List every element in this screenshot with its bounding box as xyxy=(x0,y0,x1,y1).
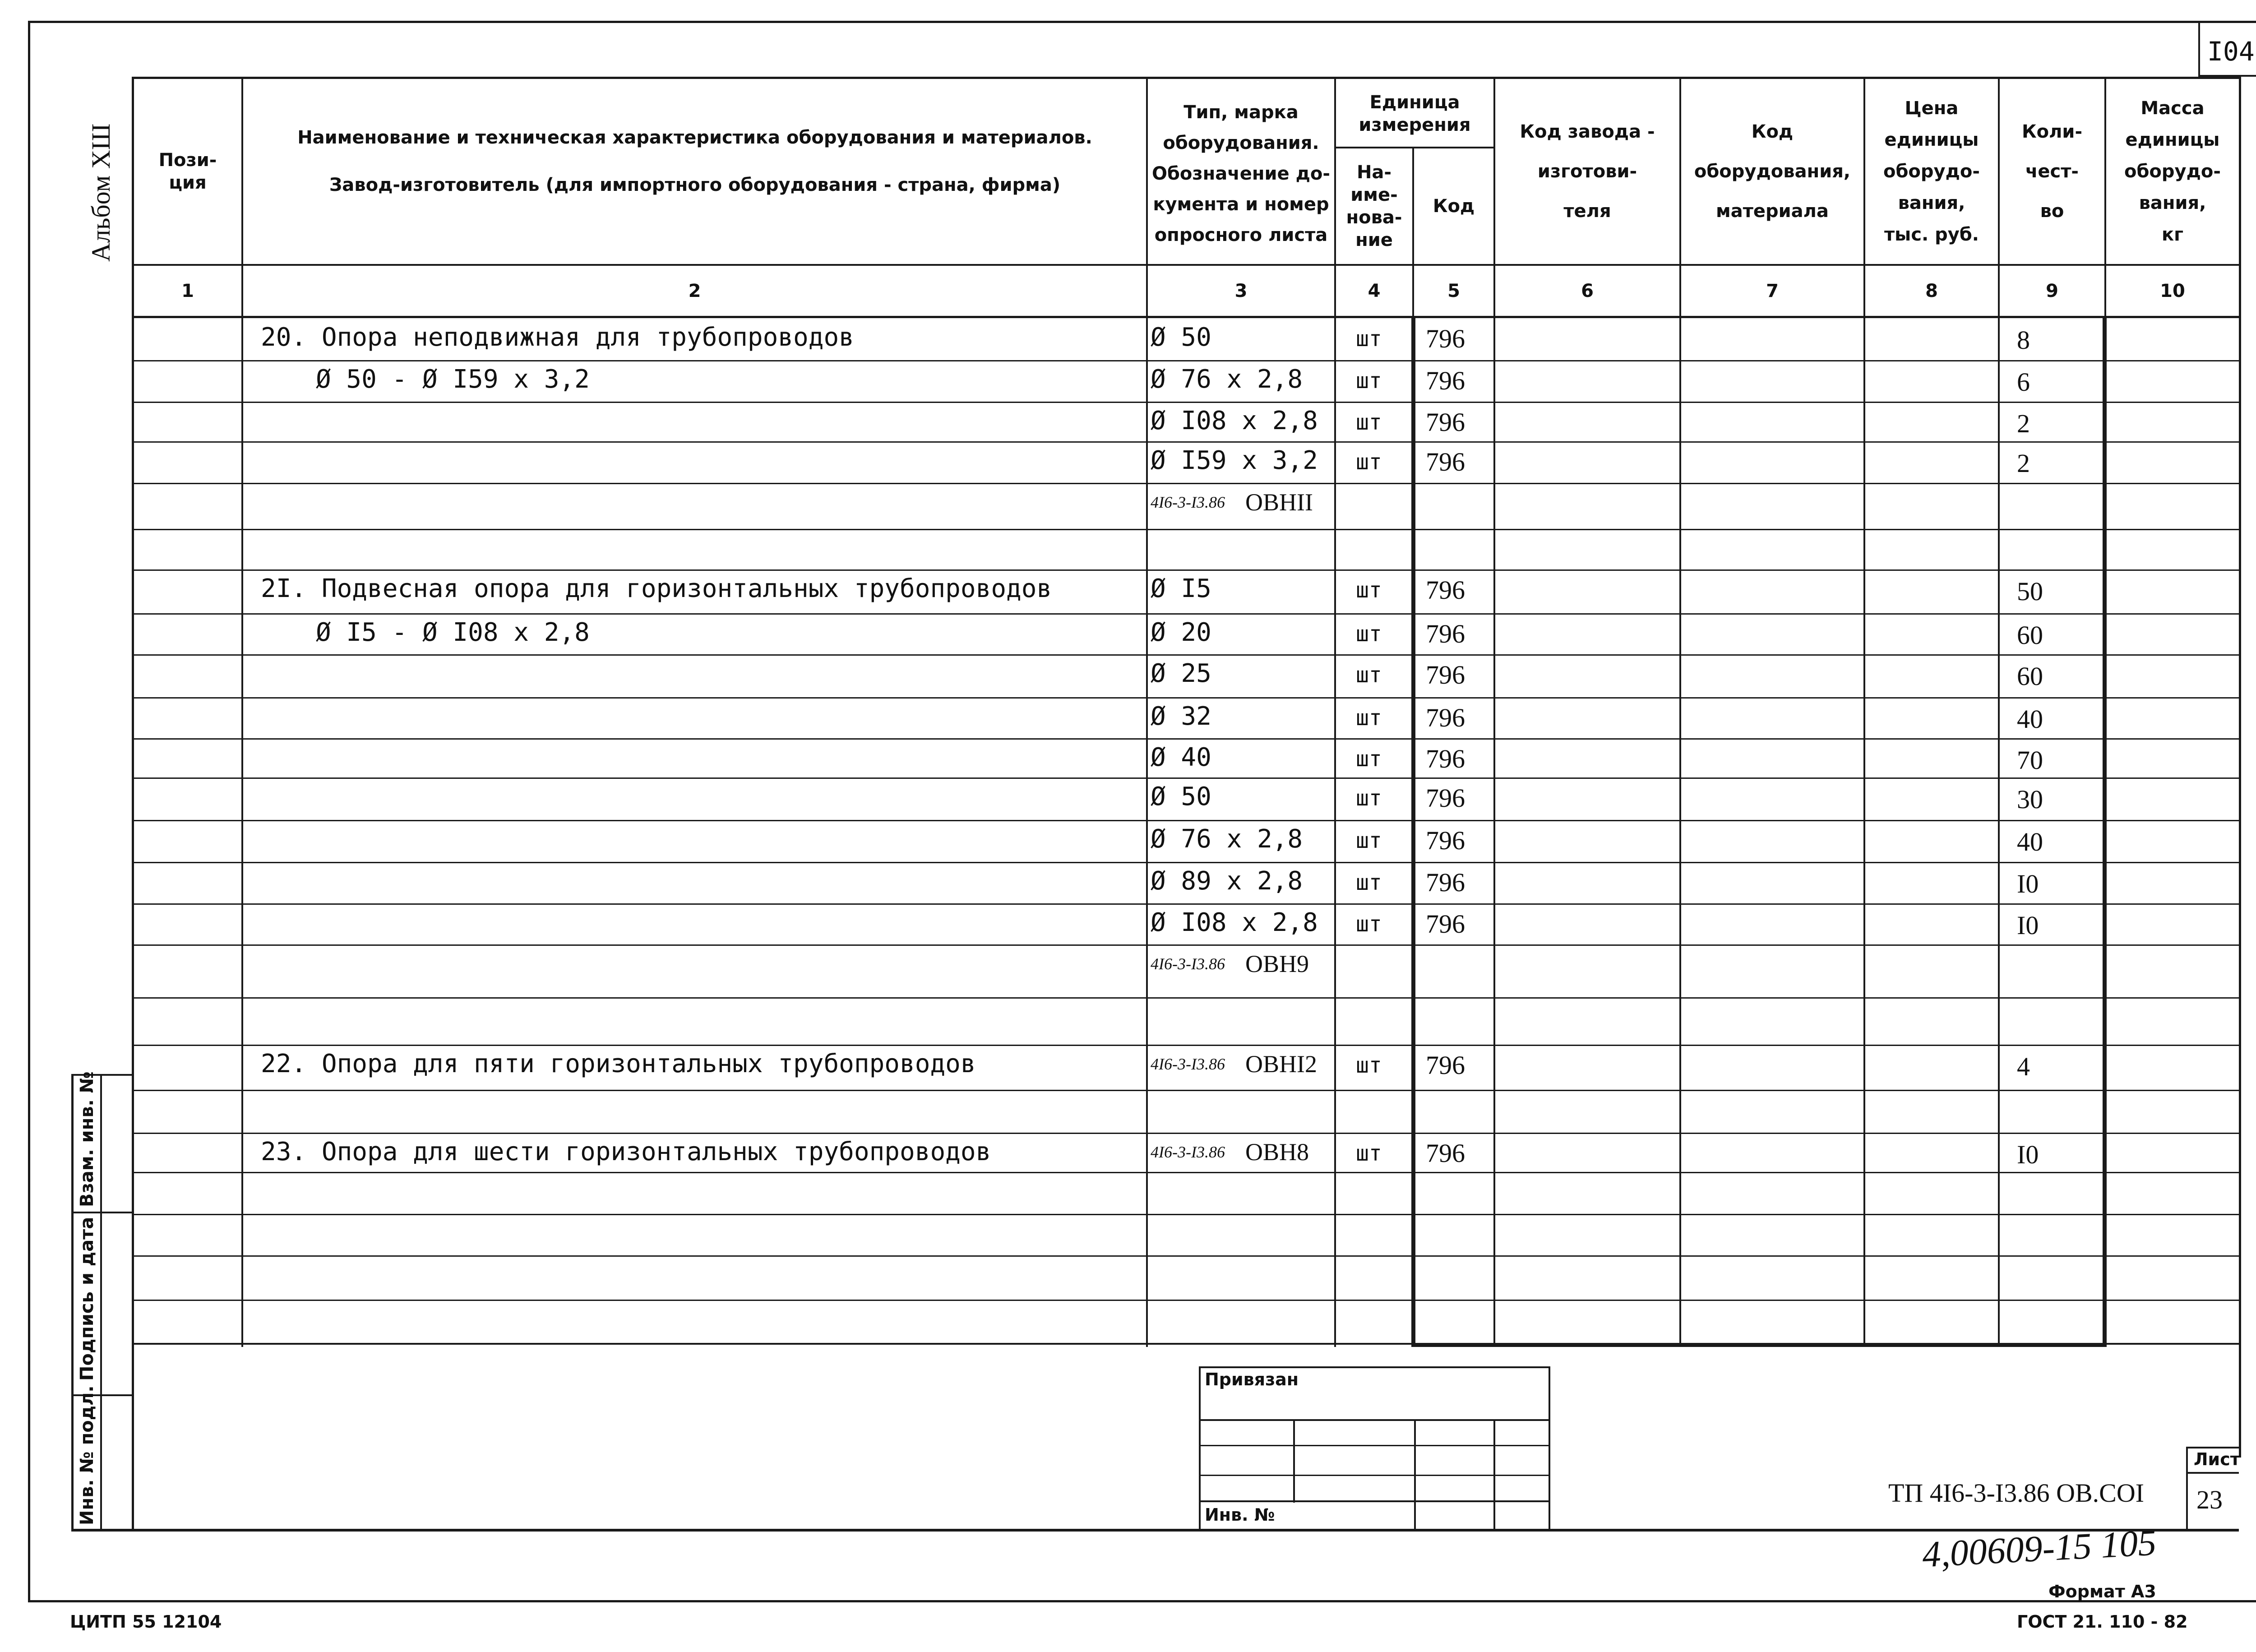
col-number-10: 10 xyxy=(2160,280,2185,301)
col-number-9: 9 xyxy=(2046,280,2058,301)
unit-code: 796 xyxy=(1426,619,1465,648)
handwritten-inventory-note: 4,00609-15 105 xyxy=(1921,1522,2158,1575)
row-rule xyxy=(132,1214,2239,1215)
col-number-5: 5 xyxy=(1447,280,1460,301)
unit-code: 796 xyxy=(1426,1138,1465,1168)
equipment-type: Ø I59 x 3,2 xyxy=(1151,446,1318,475)
row-rule xyxy=(132,862,2239,863)
unit-name: шт xyxy=(1356,449,1382,475)
item-name: 22. Опора для пяти горизонтальных трубопроводов xyxy=(261,1049,976,1078)
row-rule xyxy=(132,529,2239,530)
stamp-sheet-number: 23 xyxy=(2196,1485,2223,1514)
header-name-line1: Наименование и техническая характеристика оборудования и материалов. xyxy=(297,127,1092,148)
equipment-type: Ø 20 xyxy=(1151,618,1211,647)
equipment-type: Ø I08 x 2,8 xyxy=(1151,406,1318,435)
unit-code: 796 xyxy=(1426,744,1465,773)
document-code: 4I6-3-I3.86 xyxy=(1151,493,1225,511)
equipment-type: Ø 32 xyxy=(1151,702,1211,731)
quantity: 6 xyxy=(2017,367,2030,397)
header-quantity: Коли- чест- во xyxy=(2021,121,2083,222)
item-name: Ø 50 - Ø I59 x 3,2 xyxy=(316,365,590,394)
unit-name: шт xyxy=(1356,786,1382,811)
unit-code: 796 xyxy=(1426,1050,1465,1080)
unit-name: шт xyxy=(1356,1053,1382,1078)
row-rule xyxy=(132,1133,2239,1134)
row-rule xyxy=(132,1045,2239,1046)
quantity: 60 xyxy=(2017,662,2043,691)
stamp-attached-label: Привязан xyxy=(1205,1370,1299,1389)
equipment-type: Ø 50 xyxy=(1151,323,1211,352)
footer-standard: ГОСТ 21. 110 - 82 xyxy=(2017,1612,2188,1632)
unit-name: шт xyxy=(1356,662,1382,688)
header-type: Тип, марка оборудования. Обозначение до- кумента и номер опросного листа xyxy=(1152,102,1330,245)
header-price: Цена единицы оборудо- вания, тыс. руб. xyxy=(1883,98,1980,245)
row-rule xyxy=(132,569,2239,571)
row-rule xyxy=(132,697,2239,699)
unit-code: 796 xyxy=(1426,868,1465,897)
side-stamp-signature: Подпись и дата xyxy=(77,1217,97,1381)
row-rule xyxy=(132,944,2239,946)
header-unit-code: Код xyxy=(1433,196,1475,217)
row-rule xyxy=(132,820,2239,821)
row-rule xyxy=(132,1172,2239,1173)
equipment-type: Ø 89 x 2,8 xyxy=(1151,866,1303,896)
unit-code: 796 xyxy=(1426,447,1465,477)
equipment-type: Ø I08 x 2,8 xyxy=(1151,908,1318,937)
equipment-type: Ø 50 xyxy=(1151,782,1211,811)
item-name: 20. Опора неподвижная для трубопроводов xyxy=(261,323,854,352)
equipment-type: Ø 76 x 2,8 xyxy=(1151,365,1303,394)
sheet-code: OBH8 xyxy=(1245,1138,1309,1166)
document-code: 4I6-3-I3.86 xyxy=(1151,1055,1225,1073)
unit-code: 796 xyxy=(1426,703,1465,732)
unit-name: шт xyxy=(1356,912,1382,937)
row-rule xyxy=(132,441,2239,443)
item-name: 23. Опора для шести горизонтальных трубопроводов xyxy=(261,1137,991,1166)
unit-code: 796 xyxy=(1426,826,1465,855)
row-rule xyxy=(132,997,2239,999)
unit-name: шт xyxy=(1356,870,1382,895)
header-position: Пози- ция xyxy=(158,150,217,193)
col-number-7: 7 xyxy=(1766,280,1779,301)
unit-code: 796 xyxy=(1426,660,1465,689)
unit-code: 796 xyxy=(1426,407,1465,437)
row-rule xyxy=(132,1255,2239,1257)
row-rule xyxy=(132,1090,2239,1091)
side-stamp-replacement: Взам. инв. № xyxy=(77,1071,97,1207)
item-name: Ø I5 - Ø I08 x 2,8 xyxy=(316,618,590,647)
unit-code: 796 xyxy=(1426,324,1465,353)
album-label: Альбом XШ xyxy=(86,123,116,262)
quantity: 8 xyxy=(2017,325,2030,355)
unit-name: шт xyxy=(1356,621,1382,647)
header-mass: Масса единицы оборудо- вания, кг xyxy=(2124,98,2221,245)
row-rule xyxy=(132,613,2239,615)
unit-name: шт xyxy=(1356,368,1382,393)
equipment-type: Ø I5 xyxy=(1151,574,1211,603)
row-rule xyxy=(132,360,2239,361)
quantity: 2 xyxy=(2017,409,2030,438)
paper-format: Формат А3 xyxy=(2048,1582,2156,1601)
col-number-4: 4 xyxy=(1368,280,1381,301)
row-rule xyxy=(132,402,2239,403)
quantity: 50 xyxy=(2017,577,2043,606)
stamp-designation: ТП 4I6-3-I3.86 OB.COI xyxy=(1888,1478,2145,1508)
unit-name: шт xyxy=(1356,1141,1382,1166)
row-rule xyxy=(132,1343,2239,1344)
row-rule xyxy=(132,738,2239,740)
quantity: 30 xyxy=(2017,785,2043,814)
sheet-code: OBH9 xyxy=(1245,950,1309,977)
quantity: 4 xyxy=(2017,1052,2030,1081)
unit-code: 796 xyxy=(1426,909,1465,939)
header-unit-name: На- име- нова- ние xyxy=(1346,162,1402,250)
col-number-2: 2 xyxy=(688,280,701,301)
row-rule xyxy=(132,654,2239,656)
quantity: I0 xyxy=(2017,869,2039,898)
quantity: I0 xyxy=(2017,911,2039,940)
col-number-3: 3 xyxy=(1234,280,1248,301)
unit-name: шт xyxy=(1356,828,1382,853)
quantity: 2 xyxy=(2017,449,2030,478)
sheet-code: OBHII xyxy=(1245,489,1313,516)
quantity: I0 xyxy=(2017,1140,2039,1169)
quantity: 60 xyxy=(2017,620,2043,650)
col-number-8: 8 xyxy=(1925,280,1938,301)
header-name-line2: Завод-изготовитель (для импортного оборудования - страна, фирма) xyxy=(329,175,1061,195)
row-rule xyxy=(132,903,2239,905)
unit-code: 796 xyxy=(1426,575,1465,605)
stamp-sheet-label: Лист xyxy=(2194,1449,2240,1469)
unit-name: шт xyxy=(1356,326,1382,352)
col-number-1: 1 xyxy=(181,280,194,301)
header-unit: Единица измерения xyxy=(1359,92,1471,135)
quantity: 40 xyxy=(2017,704,2043,734)
equipment-type: Ø 40 xyxy=(1151,743,1211,772)
equipment-type: Ø 25 xyxy=(1151,659,1211,688)
equipment-type: Ø 76 x 2,8 xyxy=(1151,824,1303,854)
side-stamp-inventory: Инв. № подл. xyxy=(77,1385,97,1525)
unit-name: шт xyxy=(1356,705,1382,731)
sheet-code: OBHI2 xyxy=(1245,1050,1317,1078)
item-name: 2I. Подвесная опора для горизонтальных трубопроводов xyxy=(261,574,1052,603)
document-code: 4I6-3-I3.86 xyxy=(1151,955,1225,973)
quantity: 40 xyxy=(2017,827,2043,856)
header-equipment-code: Код оборудования, материала xyxy=(1694,121,1851,222)
row-rule xyxy=(132,1300,2239,1301)
unit-name: шт xyxy=(1356,746,1382,772)
row-rule xyxy=(132,777,2239,779)
col-number-6: 6 xyxy=(1581,280,1594,301)
footer-print-code: ЦИТП 55 12104 xyxy=(70,1612,222,1632)
unit-name: шт xyxy=(1356,410,1382,435)
unit-code: 796 xyxy=(1426,783,1465,813)
unit-code: 796 xyxy=(1426,366,1465,395)
unit-name: шт xyxy=(1356,578,1382,603)
quantity: 70 xyxy=(2017,745,2043,775)
stamp-inventory-label: Инв. № xyxy=(1205,1505,1275,1525)
document-code: 4I6-3-I3.86 xyxy=(1151,1143,1225,1161)
page-number: I04 xyxy=(2207,36,2255,67)
header-plant-code: Код завода - изготови- теля xyxy=(1520,121,1655,222)
row-rule xyxy=(132,483,2239,484)
